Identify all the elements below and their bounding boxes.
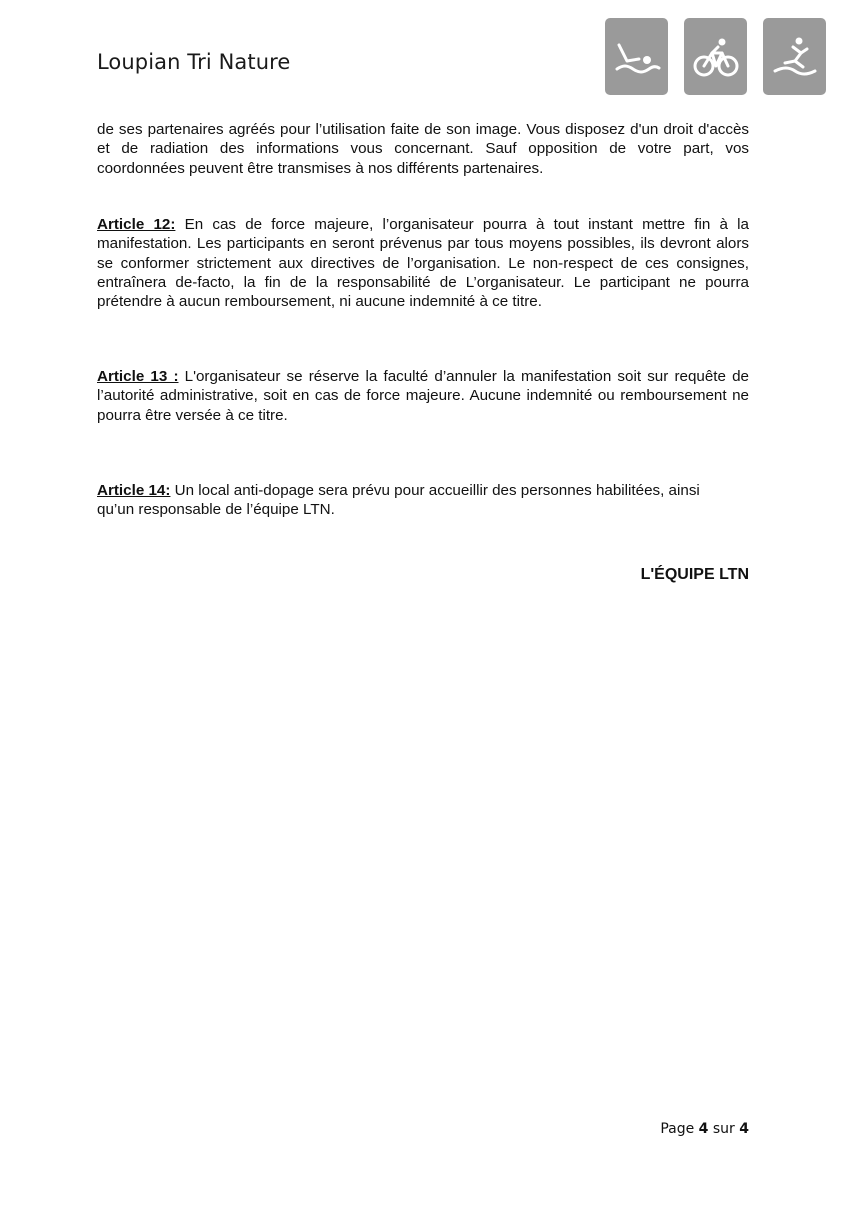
bike-icon xyxy=(684,18,747,95)
run-icon xyxy=(763,18,826,95)
total-pages: 4 xyxy=(739,1121,749,1137)
page-prefix: Page xyxy=(660,1121,699,1137)
article-14-label: Article 14: xyxy=(97,482,171,499)
article-13 xyxy=(97,367,749,425)
document-header-title: Loupian Tri Nature xyxy=(97,50,291,74)
current-page: 4 xyxy=(698,1121,709,1137)
article-14-text: Un local anti-dopage sera prévu pour accueillir des personnes habilitées, ainsi qu’un responsable de l’équipe LTN. xyxy=(97,482,700,519)
article-13-label: Article 13 : xyxy=(97,368,179,385)
sport-icons xyxy=(605,18,826,95)
signature: L'ÉQUIPE LTN xyxy=(640,566,749,583)
swim-icon xyxy=(605,18,668,95)
article-14 xyxy=(97,481,727,520)
article-13-text: L'organisateur se réserve la faculté d’annuler la manifestation soit sur requête de l’autorité administrative, soit en cas de force majeure. Aucune indemnité ou remboursement ne pourra être versée à ce titre. xyxy=(97,368,749,424)
article-12-text: En cas de force majeure, l’organisateur pourra à tout instant mettre fin à la manifestation. Les participants en seront prévenus par tous moyens possibles, ils devront alors se conformer strictement aux directives de l’organisation. Le non-respect de ces consignes, entraînera de-facto, la fin de la responsabilité de L’organisateur. Le participant ne pourra prétendre à aucun remboursement, ni aucune indemnité à ce titre. xyxy=(97,216,749,311)
article-12-label: Article 12: xyxy=(97,216,176,233)
article-12 xyxy=(97,215,749,311)
page-middle: sur xyxy=(708,1121,740,1137)
page-number xyxy=(660,1121,749,1137)
intro-paragraph: de ses partenaires agréés pour l’utilisation faite de son image. Vous disposez d'un droit d'accès et de radiation des informations vous concernant. Sauf opposition de votre part, vos coordonnées peuvent être transmises à nos différents partenaires. xyxy=(97,121,749,177)
